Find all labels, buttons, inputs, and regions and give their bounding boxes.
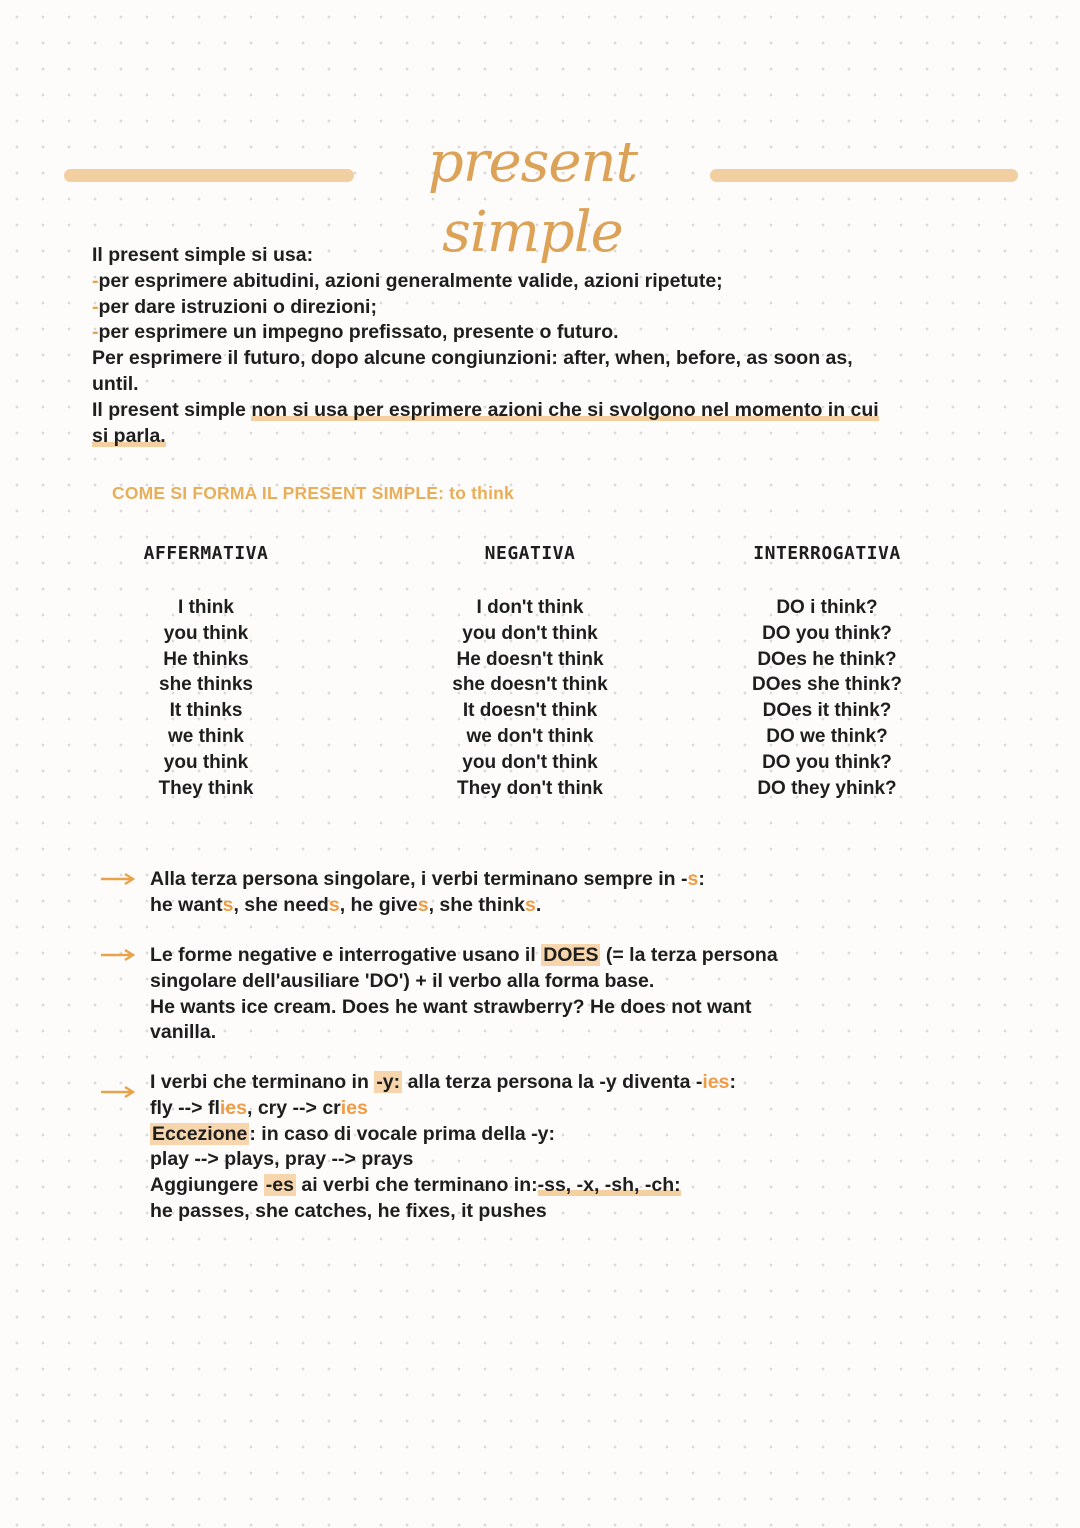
- highlight-underline: non si usa per esprimere azioni che si svolgono nel momento in cui: [251, 398, 879, 421]
- conjugation-row: DOes it think?: [762, 700, 892, 722]
- intro-section: [92, 243, 992, 449]
- dash-marker: -: [92, 269, 99, 292]
- does-highlight: DOES: [543, 944, 599, 966]
- bullet-item: -per esprimere abitudini, azioni generalmente valide, azioni ripetute;: [92, 269, 723, 292]
- conjugation-row: you think: [163, 622, 249, 644]
- dash-marker: -: [92, 321, 99, 344]
- future-line-2: until.: [92, 372, 139, 395]
- title-decor-left: [64, 169, 354, 182]
- conjugation-row: I don't think: [476, 597, 584, 618]
- conjugation-row: she doesn't think: [452, 674, 608, 696]
- title-decor-right: [710, 169, 1018, 182]
- not-used-line-2: [92, 424, 992, 450]
- arrow-icon: [100, 948, 136, 962]
- examples-line: he wants, she needs, he gives, she thinks.: [150, 893, 542, 916]
- conjugation-row: DO they yhink?: [757, 777, 897, 799]
- conjugation-row: He doesn't think: [456, 648, 604, 670]
- conjugation-row: It thinks: [169, 700, 243, 722]
- bullet-item: -per esprimere un impegno prefissato, presente o futuro.: [92, 321, 619, 344]
- column-header: AFFERMATIVA: [143, 543, 269, 564]
- intro-line: Il present simple si usa:: [92, 244, 314, 266]
- conjugation-row: DO you think?: [762, 751, 892, 773]
- highlight-underline: si parla.: [92, 424, 166, 447]
- column-header: INTERROGATIVA: [753, 543, 901, 564]
- interrogativa-column: [724, 543, 930, 801]
- forma-header: COME SI FORMA IL PRESENT SIMPLE: to think: [112, 483, 514, 503]
- affermativa-column: [106, 543, 306, 801]
- conjugation-row: They don't think: [457, 777, 603, 799]
- conjugation-row: you think: [163, 751, 249, 773]
- conjugation-row: you don't think: [462, 751, 598, 773]
- conjugation-row: DOes she think?: [752, 674, 902, 696]
- conjugation-row: I think: [178, 597, 234, 618]
- bullet-item: -per dare istruzioni o direzioni;: [92, 295, 377, 318]
- future-line: Per esprimere il futuro, dopo alcune congiunzioni: after, when, before, as soon as,: [92, 347, 853, 370]
- conjugation-row: DO i think?: [776, 597, 878, 618]
- dash-marker: -: [92, 295, 99, 318]
- conjugation-row: DO you think?: [762, 622, 892, 644]
- note-y-verbs: I verbi che terminano in -y: alla terza persona la -y diventa -ies: fly --> flies, cry --> cries Eccezione : in caso di vocale prima della -y: play --> plays, pray --> prays Aggiungere -es ai verbi che terminano in:-ss, -x, -sh, -ch: he passes, she catches, he fixes, it pushes: [150, 1071, 736, 1222]
- not-used-line: Il present simple non si usa per esprimere azioni che si svolgono nel momento in cui: [92, 398, 879, 421]
- column-header: NEGATIVA: [484, 543, 576, 564]
- conjugation-row: we don't think: [466, 725, 594, 747]
- arrow-icon: [100, 1085, 136, 1099]
- conjugation-row: DOes he think?: [757, 648, 897, 670]
- conjugation-row: DO we think?: [766, 725, 888, 747]
- conjugation-row: she thinks: [159, 674, 253, 696]
- page-title: present simple: [427, 130, 638, 265]
- eccezione-highlight: Eccezione: [152, 1122, 248, 1145]
- conjugation-row: He thinks: [163, 648, 249, 670]
- conjugation-row: It doesn't think: [462, 700, 598, 722]
- note-does: Le forme negative e interrogative usano il DOES (= la terza persona singolare dell'ausiliare 'DO') + il verbo alla forma base. He wants ice cream. Does he want strawberry? He does not want vanilla.: [150, 944, 778, 1044]
- negativa-column: [418, 543, 642, 801]
- conjugation-row: we think: [167, 725, 244, 747]
- conjugation-row: you don't think: [462, 622, 598, 644]
- conjugation-row: They think: [158, 777, 254, 799]
- note-third-person: Alla terza persona singolare, i verbi terminano sempre in -s: he wants, she needs, he gives, she thinks.: [150, 867, 705, 919]
- arrow-icon: [100, 872, 136, 886]
